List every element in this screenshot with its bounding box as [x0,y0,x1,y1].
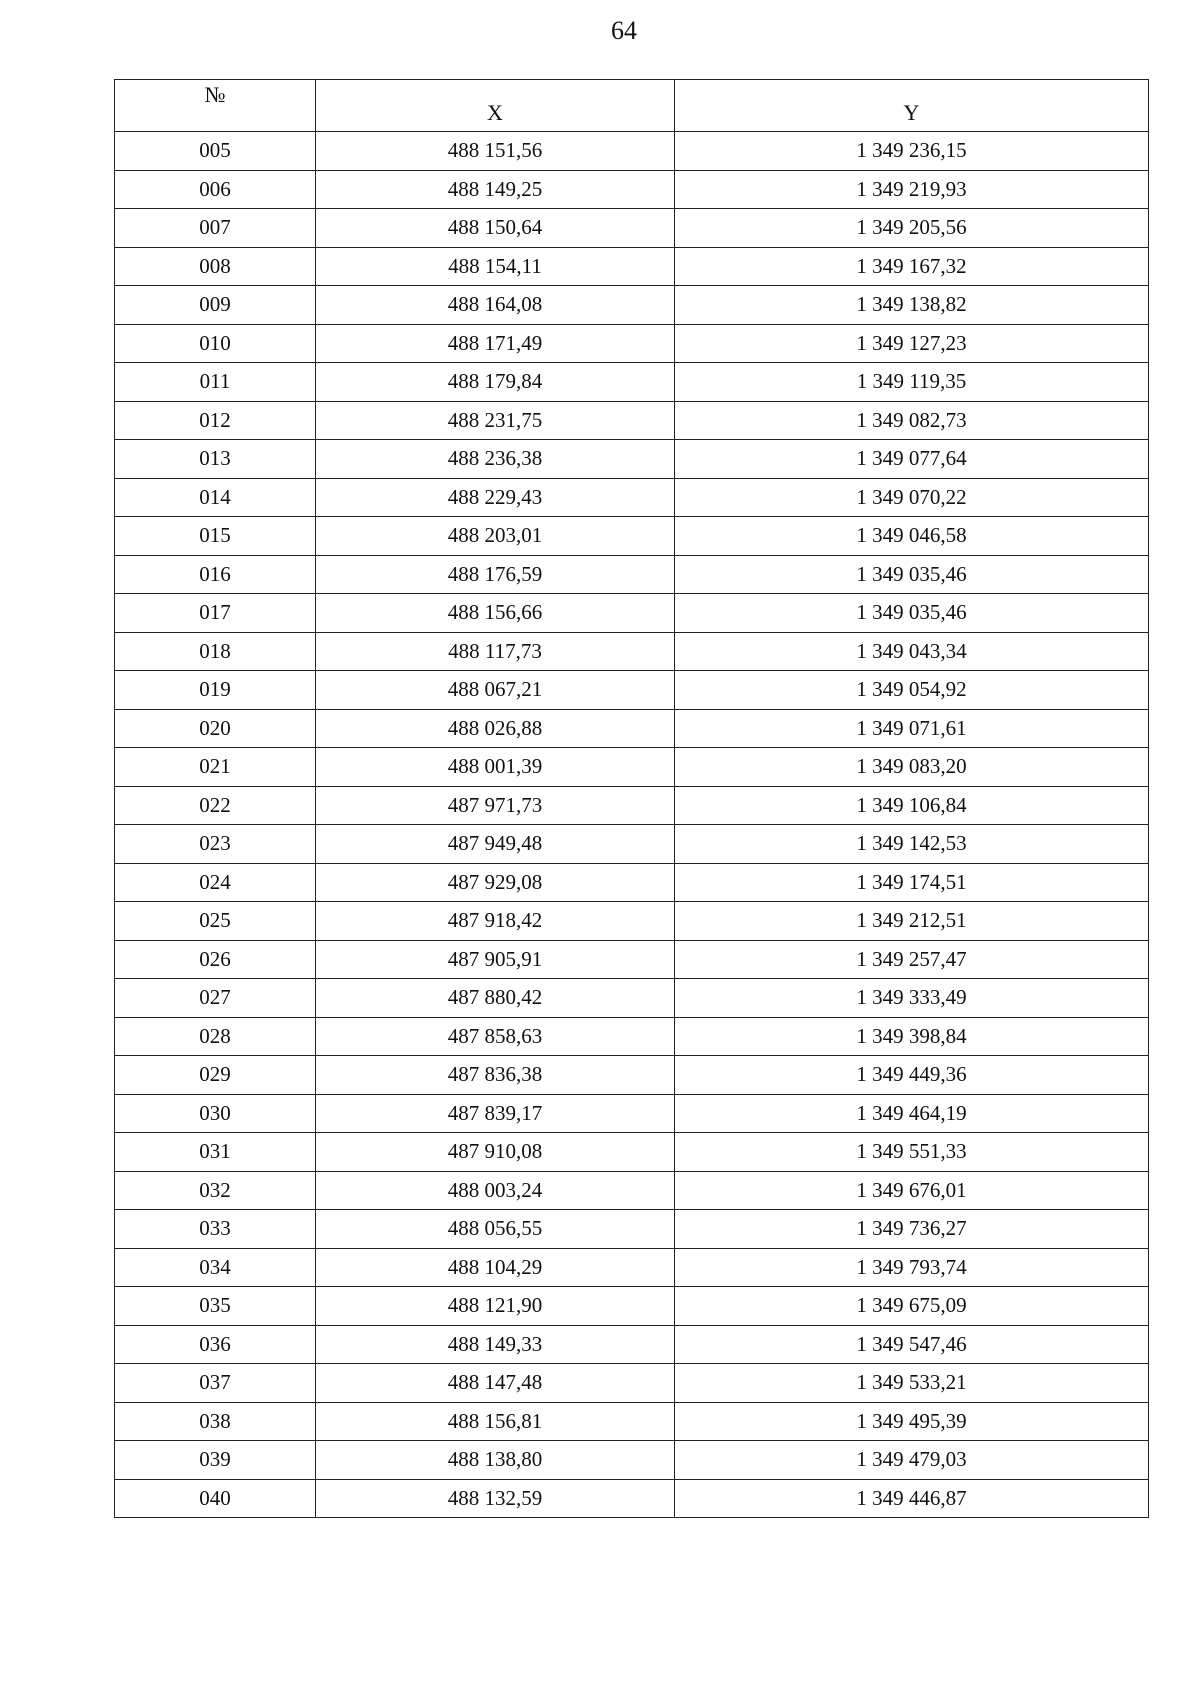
y-coordinate-cell: 1 349 793,74 [675,1248,1149,1287]
x-coordinate-cell: 488 067,21 [316,671,675,710]
point-number-cell: 025 [115,902,316,941]
point-number-cell: 020 [115,709,316,748]
y-coordinate-cell: 1 349 676,01 [675,1171,1149,1210]
x-coordinate-cell: 488 229,43 [316,478,675,517]
x-coordinate-cell: 488 176,59 [316,555,675,594]
table-row [115,478,1149,517]
y-coordinate-cell: 1 349 174,51 [675,863,1149,902]
y-coordinate-cell: 1 349 035,46 [675,555,1149,594]
table-row [115,286,1149,325]
table-row [115,1441,1149,1480]
table-row [115,1402,1149,1441]
table-header [115,80,1149,132]
table-row [115,825,1149,864]
y-coordinate-cell: 1 349 398,84 [675,1017,1149,1056]
y-coordinate-cell: 1 349 479,03 [675,1441,1149,1480]
point-number-cell: 014 [115,478,316,517]
x-coordinate-cell: 488 104,29 [316,1248,675,1287]
x-coordinate-cell: 488 164,08 [316,286,675,325]
table-row [115,1094,1149,1133]
y-coordinate-cell: 1 349 495,39 [675,1402,1149,1441]
point-number-cell: 034 [115,1248,316,1287]
point-number-cell: 036 [115,1325,316,1364]
point-number-cell: 038 [115,1402,316,1441]
point-number-cell: 016 [115,555,316,594]
x-coordinate-cell: 488 026,88 [316,709,675,748]
point-number-cell: 018 [115,632,316,671]
y-coordinate-cell: 1 349 138,82 [675,286,1149,325]
y-coordinate-cell: 1 349 127,23 [675,324,1149,363]
table-row [115,324,1149,363]
header-x-label: X [487,99,503,125]
x-coordinate-cell: 487 858,63 [316,1017,675,1056]
point-number-cell: 030 [115,1094,316,1133]
table-row [115,1325,1149,1364]
table-row [115,209,1149,248]
point-number-cell: 010 [115,324,316,363]
point-number-cell: 040 [115,1479,316,1518]
table-row [115,247,1149,286]
table-row [115,401,1149,440]
point-number-cell: 035 [115,1287,316,1326]
table-row [115,709,1149,748]
point-number-cell: 039 [115,1441,316,1480]
page-number: 64 [611,16,637,45]
x-coordinate-cell: 488 231,75 [316,401,675,440]
y-coordinate-cell: 1 349 035,46 [675,594,1149,633]
x-coordinate-cell: 488 151,56 [316,132,675,171]
point-number-cell: 028 [115,1017,316,1056]
y-coordinate-cell: 1 349 446,87 [675,1479,1149,1518]
x-coordinate-cell: 488 117,73 [316,632,675,671]
y-coordinate-cell: 1 349 464,19 [675,1094,1149,1133]
y-coordinate-cell: 1 349 083,20 [675,748,1149,787]
point-number-cell: 021 [115,748,316,787]
point-number-cell: 022 [115,786,316,825]
table-row [115,1479,1149,1518]
x-coordinate-cell: 488 147,48 [316,1364,675,1403]
table-row [115,1056,1149,1095]
y-coordinate-cell: 1 349 257,47 [675,940,1149,979]
point-number-cell: 012 [115,401,316,440]
x-coordinate-cell: 488 003,24 [316,1171,675,1210]
x-coordinate-cell: 488 156,66 [316,594,675,633]
y-coordinate-cell: 1 349 071,61 [675,709,1149,748]
coordinates-table [114,79,1149,1518]
table-row [115,671,1149,710]
table-row [115,632,1149,671]
x-coordinate-cell: 488 056,55 [316,1210,675,1249]
table-row [115,1248,1149,1287]
point-number-cell: 017 [115,594,316,633]
table-row [115,1017,1149,1056]
x-coordinate-cell: 488 001,39 [316,748,675,787]
point-number-cell: 032 [115,1171,316,1210]
y-coordinate-cell: 1 349 675,09 [675,1287,1149,1326]
x-coordinate-cell: 488 149,25 [316,170,675,209]
y-coordinate-cell: 1 349 533,21 [675,1364,1149,1403]
table-row [115,1133,1149,1172]
header-number [115,80,316,132]
x-coordinate-cell: 487 910,08 [316,1133,675,1172]
y-coordinate-cell: 1 349 070,22 [675,478,1149,517]
y-coordinate-cell: 1 349 119,35 [675,363,1149,402]
y-coordinate-cell: 1 349 551,33 [675,1133,1149,1172]
table-row [115,1287,1149,1326]
table-row [115,517,1149,556]
x-coordinate-cell: 488 132,59 [316,1479,675,1518]
y-coordinate-cell: 1 349 547,46 [675,1325,1149,1364]
header-number-label: № [204,82,226,107]
point-number-cell: 024 [115,863,316,902]
point-number-cell: 019 [115,671,316,710]
y-coordinate-cell: 1 349 054,92 [675,671,1149,710]
x-coordinate-cell: 487 880,42 [316,979,675,1018]
y-coordinate-cell: 1 349 046,58 [675,517,1149,556]
x-coordinate-cell: 487 839,17 [316,1094,675,1133]
x-coordinate-cell: 488 154,11 [316,247,675,286]
y-coordinate-cell: 1 349 142,53 [675,825,1149,864]
header-row [115,80,1149,132]
point-number-cell: 005 [115,132,316,171]
point-number-cell: 033 [115,1210,316,1249]
y-coordinate-cell: 1 349 212,51 [675,902,1149,941]
point-number-cell: 007 [115,209,316,248]
point-number-cell: 006 [115,170,316,209]
y-coordinate-cell: 1 349 043,34 [675,632,1149,671]
y-coordinate-cell: 1 349 167,32 [675,247,1149,286]
y-coordinate-cell: 1 349 449,36 [675,1056,1149,1095]
x-coordinate-cell: 487 929,08 [316,863,675,902]
x-coordinate-cell: 487 949,48 [316,825,675,864]
table-row [115,170,1149,209]
table-row [115,132,1149,171]
table-body [115,132,1149,1518]
x-coordinate-cell: 488 179,84 [316,363,675,402]
y-coordinate-cell: 1 349 082,73 [675,401,1149,440]
table-row [115,363,1149,402]
table-row [115,979,1149,1018]
table-row [115,594,1149,633]
table-row [115,748,1149,787]
point-number-cell: 008 [115,247,316,286]
point-number-cell: 027 [115,979,316,1018]
table-row [115,1210,1149,1249]
y-coordinate-cell: 1 349 106,84 [675,786,1149,825]
x-coordinate-cell: 488 150,64 [316,209,675,248]
point-number-cell: 013 [115,440,316,479]
y-coordinate-cell: 1 349 736,27 [675,1210,1149,1249]
point-number-cell: 023 [115,825,316,864]
table-row [115,1171,1149,1210]
point-number-cell: 029 [115,1056,316,1095]
table-row [115,863,1149,902]
header-y-label: Y [903,99,920,125]
y-coordinate-cell: 1 349 219,93 [675,170,1149,209]
x-coordinate-cell: 488 149,33 [316,1325,675,1364]
x-coordinate-cell: 487 971,73 [316,786,675,825]
table-row [115,940,1149,979]
x-coordinate-cell: 488 236,38 [316,440,675,479]
x-coordinate-cell: 488 156,81 [316,1402,675,1441]
x-coordinate-cell: 487 918,42 [316,902,675,941]
y-coordinate-cell: 1 349 236,15 [675,132,1149,171]
y-coordinate-cell: 1 349 333,49 [675,979,1149,1018]
x-coordinate-cell: 487 836,38 [316,1056,675,1095]
table-row [115,555,1149,594]
point-number-cell: 015 [115,517,316,556]
table-row [115,786,1149,825]
table-row [115,902,1149,941]
point-number-cell: 037 [115,1364,316,1403]
x-coordinate-cell: 488 121,90 [316,1287,675,1326]
x-coordinate-cell: 487 905,91 [316,940,675,979]
point-number-cell: 009 [115,286,316,325]
x-coordinate-cell: 488 203,01 [316,517,675,556]
point-number-cell: 011 [115,363,316,402]
header-x [316,80,675,132]
table-row [115,440,1149,479]
x-coordinate-cell: 488 138,80 [316,1441,675,1480]
y-coordinate-cell: 1 349 077,64 [675,440,1149,479]
table-row [115,1364,1149,1403]
x-coordinate-cell: 488 171,49 [316,324,675,363]
point-number-cell: 031 [115,1133,316,1172]
point-number-cell: 026 [115,940,316,979]
y-coordinate-cell: 1 349 205,56 [675,209,1149,248]
header-y [675,80,1149,132]
